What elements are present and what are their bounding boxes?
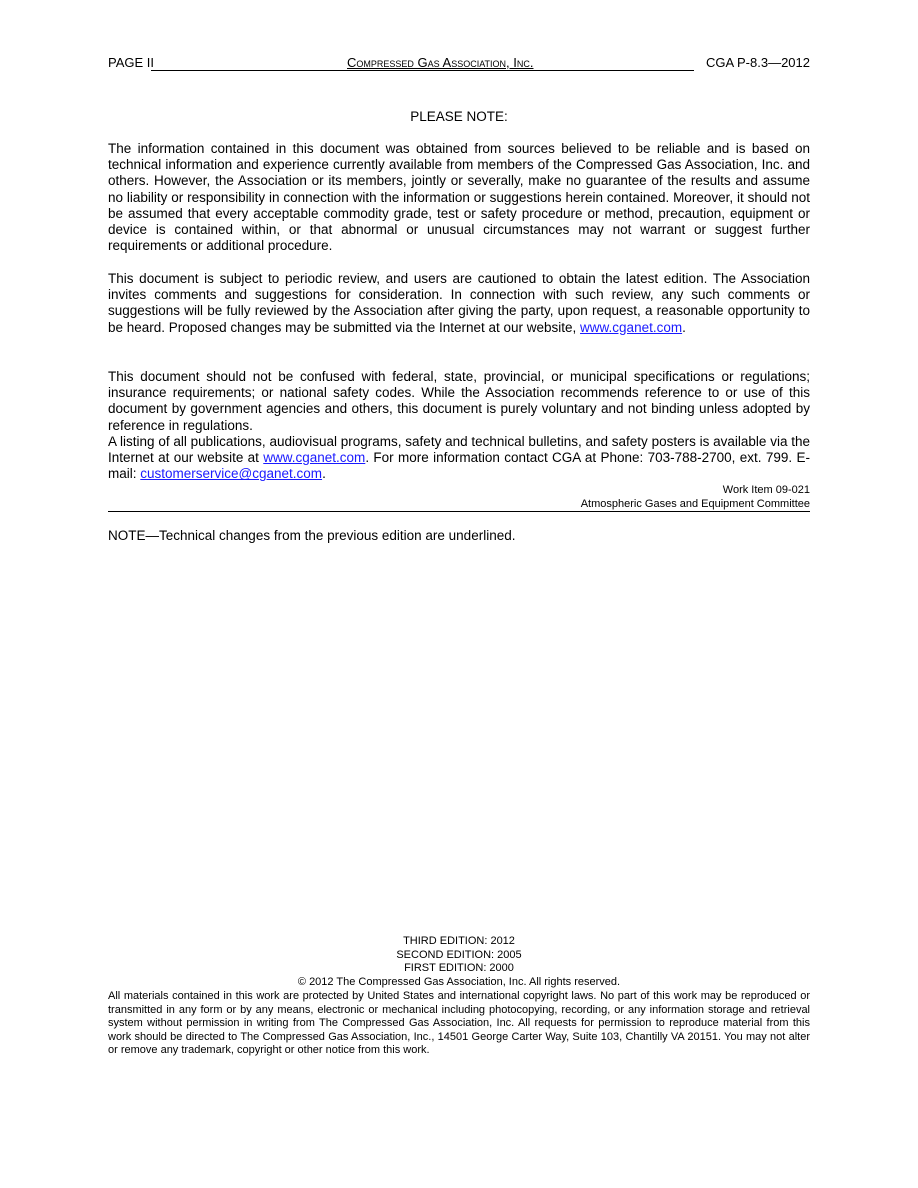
technical-changes-note: NOTE—Technical changes from the previous edition are underlined. — [108, 528, 516, 543]
edition-history — [108, 935, 810, 989]
committee-rule — [108, 511, 810, 512]
rights-statement: All materials contained in this work are protected by United States and international copyright laws. No part of this work may be reproduced or transmitted in any form or by any means, electronic or mechanical including photocopying, recording, or any information storage and retrieval system without permission in writing from The Compressed Gas Association, Inc. All requests for permission to reproduce material from this work should be directed to The Compressed Gas Association, Inc., 14501 George Carter Way, Suite 103, Chantilly VA 20151. You may not alter or remove any trademark, copyright or other notice from this work. — [108, 990, 810, 1057]
committee-label: Atmospheric Gases and Equipment Committee — [580, 498, 810, 510]
page-header — [108, 55, 810, 72]
review-text: This document is subject to periodic review, and users are cautioned to obtain the latest edition. The Association invites comments and suggestions for consideration. In connection with such review, any such comments or suggestions will be fully reviewed by the Association after giving the party, upon request, a reasonable opportunity to be heard. Proposed changes may be submitted via the Internet at our website, — [108, 271, 810, 335]
review-period: . — [682, 319, 686, 335]
contact-text: . For more information contact CGA at Phone: 703-788-2700, ext. 799. E-mail: — [108, 450, 810, 482]
website-link-publications[interactable]: www.cganet.com — [263, 450, 366, 466]
document-id: CGA P-8.3—2012 — [705, 55, 810, 70]
website-link[interactable]: www.cganet.com — [580, 319, 683, 335]
document-page — [108, 0, 810, 1188]
notice-paragraph-disclaimer: The information contained in this document was obtained from sources believed to be reliable and is based on technical information and experience currently available from members of the Compressed Gas Association, Inc. and others. However, the Association or its members, jointly or severally, make no guarantee of the results and assume no liability or responsibility in connection with the information or suggestions herein contained. Moreover, it should not be assumed that every acceptable commodity grade, test or safety procedure or method, precaution, equipment or device is contained within, or that abnormal or unusual circumstances may not warrant or suggest further requirements or additional procedure. — [108, 141, 810, 254]
notice-paragraph-review — [108, 271, 810, 336]
please-note-heading: PLEASE NOTE: — [410, 109, 508, 124]
first-edition: FIRST EDITION: 2000 — [404, 962, 514, 975]
third-edition: THIRD EDITION: 2012 — [403, 935, 515, 947]
email-link[interactable]: customerservice@cganet.com — [140, 466, 323, 482]
contact-period: . — [322, 466, 326, 482]
notice-paragraph-regulations: This document should not be confused with federal, state, provincial, or municipal specifications or regulations; insurance requirements; or national safety codes. While the Association recommends reference to or use of this document by government agencies and others, this document is purely voluntary and not binding unless adopted by reference in regulations. — [108, 369, 810, 433]
copyright-notice: © 2012 The Compressed Gas Association, Inc. All rights reserved. — [297, 975, 621, 988]
publications-text: A listing of all publications, audiovisual programs, safety and technical bulletins, and safety posters is available via the Internet at our website at — [108, 434, 810, 466]
notice-paragraph-publications — [108, 434, 810, 483]
work-item-label: Work Item 09-021 — [722, 484, 810, 496]
second-edition: SECOND EDITION: 2005 — [396, 948, 522, 961]
organization-name: Compressed Gas Association, Inc. — [347, 55, 534, 70]
page-number-label: PAGE II — [108, 55, 154, 70]
